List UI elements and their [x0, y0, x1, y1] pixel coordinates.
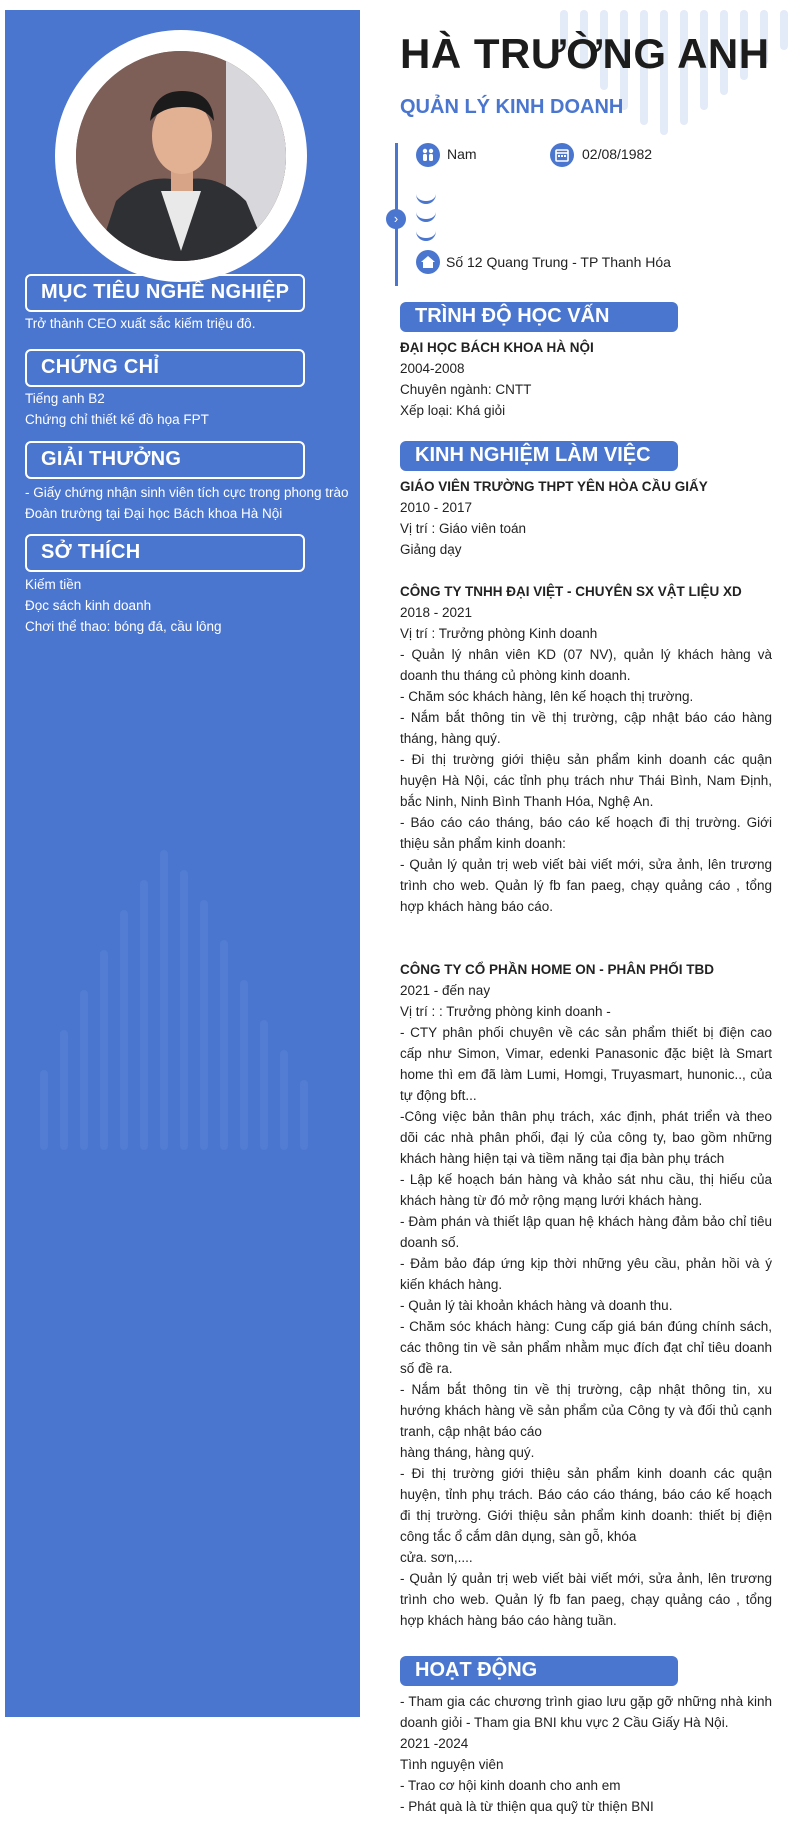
avatar [76, 51, 286, 261]
job-line: Giảng dạy [400, 542, 462, 557]
certificate-item: Chứng chỉ thiết kế đồ họa FPT [25, 412, 209, 427]
sidebar [5, 10, 360, 1717]
certificates-heading: CHỨNG CHỈ [41, 356, 160, 378]
hobby-item: Đọc sách kinh doanh [25, 598, 152, 613]
activity-line: Tình nguyện viên [400, 1757, 504, 1772]
hobbies-list [25, 574, 345, 637]
activities-block [400, 1691, 772, 1817]
hobby-item: Chơi thể thao: bóng đá, cầu lông [25, 619, 222, 634]
job-line: - Chăm sóc khách hàng: Cung cấp giá bán đúng chính sách, các thông tin về sản phẩm nhằm mục đích đạt chỉ tiêu doanh số đề ra. [400, 1319, 772, 1376]
job-line: - Đàm phán và thiết lập quan hệ khách hàng đảm bảo chỉ tiêu doanh số. [400, 1214, 772, 1250]
profile-photo [76, 51, 286, 261]
job-line: - CTY phân phối chuyên về các sản phẩm thiết bị điện cao cấp như Simon, Vimar, edenki Panasonic đặc biệt là Smart home thì em đã làm Lumi, Homgi, Truyasmart, hunonic.., của tự động bft... [400, 1025, 772, 1103]
activity-line: - Trao cơ hội kinh doanh cho anh em [400, 1778, 621, 1793]
awards-heading: GIẢI THƯỞNG [41, 448, 182, 470]
address-value: Số 12 Quang Trung - TP Thanh Hóa [446, 254, 671, 270]
chevron-right-icon[interactable]: › [386, 209, 406, 229]
job-line: - Đảm bảo đáp ứng kịp thời những yêu cầu, phản hồi và ý kiến khách hàng. [400, 1256, 772, 1292]
objective-text: Trở thành CEO xuất sắc kiếm triệu đô. [25, 316, 256, 331]
objective-heading-box [25, 274, 305, 312]
experience-heading-box [400, 441, 678, 471]
email-icon [416, 209, 436, 222]
activities-heading: HOẠT ĐỘNG [415, 1659, 538, 1681]
job-line: - Quản lý quản trị web viết bài viết mới, sửa ảnh, lên trương trình cho web. Quản lý fb fan paeg, chạy quảng cáo , tổng hợp khách hàng báo cáo. [400, 857, 772, 914]
job-line: - Nắm bắt thông tin về thị trường, cập nhật thông tin, xu hướng khách hàng về sản phẩm của Công ty và đối thủ cạnh tranh, cập nhật báo cáo [400, 1382, 772, 1439]
home-icon [416, 250, 440, 274]
job-line: - Đi thị trường giới thiệu sản phẩm kinh doanh các quận huyện Hà Nội, các tỉnh phụ trách như Thái Bình, Nam Định, bắc Ninh, Ninh Bình Thanh Hóa, Nghệ An. [400, 752, 772, 809]
certificates-list [25, 388, 345, 430]
education-grade: Xếp loại: Khá giỏi [400, 403, 506, 418]
job-line: Vị trí : : Trưởng phòng kinh doanh - [400, 1004, 611, 1019]
awards-text: - Giấy chứng nhận sinh viên tích cực trong phong trào Đoàn trường tại Đại học Bách khoa Hà Nội [25, 485, 349, 521]
job-period: 2021 - đến nay [400, 983, 491, 998]
education-heading: TRÌNH ĐỘ HỌC VẤN [415, 305, 610, 327]
awards-heading-box [25, 441, 305, 479]
job-line: Vị trí : Trưởng phòng Kinh doanh [400, 626, 598, 641]
activities-heading-box [400, 1656, 678, 1686]
activity-line: 2021 -2024 [400, 1736, 469, 1751]
job-line: cửa. sơn,.... [400, 1550, 473, 1565]
education-block [400, 337, 772, 421]
objective-heading: MỤC TIÊU NGHỀ NGHIỆP [41, 281, 290, 303]
job-line: Vị trí : Giáo viên toán [400, 521, 527, 536]
job-company: CÔNG TY TNHH ĐẠI VIỆT - CHUYÊN SX VẬT LIỆU XD [400, 584, 742, 599]
phone-icon [416, 191, 436, 204]
certificates-heading-box [25, 349, 305, 387]
job-line: - Báo cáo cáo tháng, báo cáo kế hoạch đi thị trường. Giới thiệu sản phẩm kinh doanh: [400, 815, 772, 851]
job-line: - Chăm sóc khách hàng, lên kế hoạch thị trường. [400, 689, 694, 704]
activity-line: - Tham gia các chương trình giao lưu gặp gỡ những nhà kinh doanh giỏi - Tham gia BNI khu vực 2 Cầu Giấy Hà Nội. [400, 1694, 772, 1730]
decorative-bars [40, 840, 360, 1150]
job-company: CÔNG TY CỔ PHẦN HOME ON - PHÂN PHỐI TBD [400, 962, 715, 977]
job-period: 2018 - 2021 [400, 605, 473, 620]
job-line: - Quản lý tài khoản khách hàng và doanh thu. [400, 1298, 673, 1313]
job-line: - Nắm bắt thông tin về thị trường, cập nhật báo cáo hàng tháng, hàng quý. [400, 710, 772, 746]
job-line: - Quản lý nhân viên KD (07 NV), quản lý khách hàng và doanh thu tháng củ phòng kinh doanh. [400, 647, 772, 683]
website-icon [416, 228, 436, 241]
job-period: 2010 - 2017 [400, 500, 473, 515]
gender-icon [416, 143, 440, 167]
experience-block [400, 476, 772, 1631]
hobbies-heading-box [25, 534, 305, 572]
birthday-value: 02/08/1982 [582, 146, 653, 162]
job-line: hàng tháng, hàng quý. [400, 1445, 535, 1460]
job-line: - Đi thị trường giới thiệu sản phẩm kinh doanh các quận huyện, tỉnh phụ trách. Báo cáo cáo tháng, báo cáo kế hoạch đi thị trường. Giới thiệu sản phẩm kinh doanh: thiết bị điện công tắc ổ cắm dân dụng, sàn gỗ, khóa [400, 1466, 772, 1544]
education-years: 2004-2008 [400, 361, 465, 376]
certificate-item: Tiếng anh B2 [25, 391, 105, 406]
education-heading-box [400, 302, 678, 332]
activity-line: - Phát quà là từ thiện qua quỹ từ thiện BNI [400, 1799, 654, 1814]
hobbies-heading: SỞ THÍCH [41, 541, 141, 563]
job-line: - Lập kế hoạch bán hàng và khảo sát nhu cầu, thị hiếu của khách hàng từ đó mở rộng mạng lưới khách hàng. [400, 1172, 772, 1208]
calendar-icon [550, 143, 574, 167]
job-company: GIÁO VIÊN TRƯỜNG THPT YÊN HÒA CẦU GIẤY [400, 479, 708, 494]
gender-value: Nam [447, 146, 477, 162]
hobby-item: Kiếm tiền [25, 577, 82, 592]
school-name: ĐẠI HỌC BÁCH KHOA HÀ NỘI [400, 340, 594, 355]
candidate-name: HÀ TRƯỜNG ANH [400, 30, 770, 77]
job-line: -Công việc bản thân phụ trách, xác định, phát triển và theo dõi các nhà phân phối, đại lý của công ty, bao gồm những khách hàng hiện tại và tiềm năng tại địa bàn phụ trách [400, 1109, 772, 1166]
experience-heading: KINH NGHIỆM LÀM VIỆC [415, 444, 651, 466]
job-title: QUẢN LÝ KINH DOANH [400, 96, 624, 118]
education-major: Chuyên ngành: CNTT [400, 382, 532, 397]
job-line: - Quản lý quản trị web viết bài viết mới, sửa ảnh, lên trương trình cho web. Quản lý fb fan paeg, chạy quảng cáo , tổng hợp khách hàng báo cáo hàng tuần. [400, 1571, 772, 1628]
